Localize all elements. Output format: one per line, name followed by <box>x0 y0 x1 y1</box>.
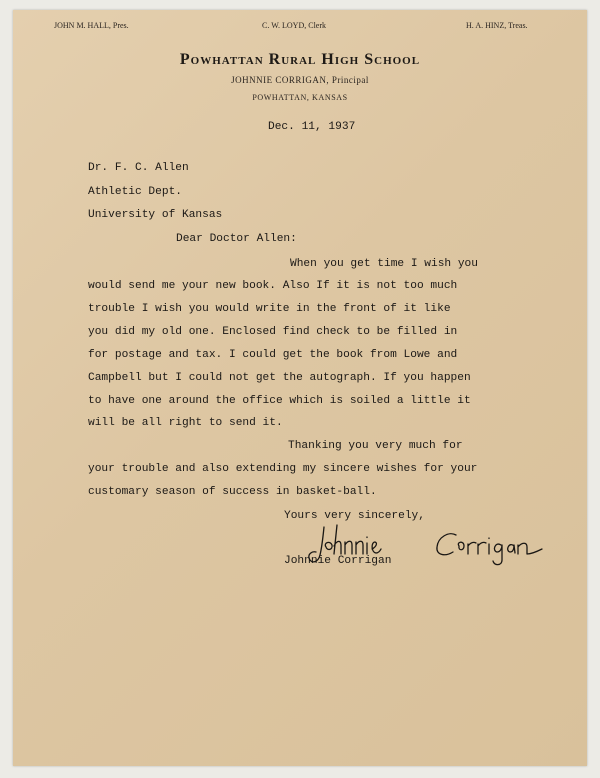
body-line: you did my old one. Enclosed find check to be filled in <box>88 326 458 338</box>
body-line: to have one around the office which is soiled a little it <box>88 395 471 407</box>
body-line: for postage and tax. I could get the book from Lowe and <box>88 349 458 361</box>
recipient-department: Athletic Dept. <box>88 186 182 198</box>
school-location: POWHATTAN, KANSAS <box>252 93 348 102</box>
principal-name: JOHNNIE CORRIGAN, Principal <box>231 75 369 85</box>
salutation: Dear Doctor Allen: <box>176 233 297 245</box>
body-line: your trouble and also extending my sincere wishes for your <box>88 463 478 475</box>
treasurer-name: H. A. HINZ, Treas. <box>466 21 528 30</box>
school-name: Powhattan Rural High School <box>179 51 421 68</box>
body-line: would send me your new book. Also If it is not too much <box>88 280 458 292</box>
body-line: When you get time I wish you <box>290 258 478 270</box>
letter-date: Dec. 11, 1937 <box>268 121 356 133</box>
body-line: trouble I wish you would write in the front of it like <box>88 303 451 315</box>
body-line: customary season of success in basket-ball. <box>88 486 377 498</box>
body-line: Campbell but I could not get the autograph. If you happen <box>88 372 471 384</box>
recipient-name: Dr. F. C. Allen <box>88 162 189 174</box>
president-name: JOHN M. HALL, Pres. <box>54 21 129 30</box>
typed-name: Johnnie Corrigan <box>284 555 392 567</box>
closing: Yours very sincerely, <box>284 510 425 522</box>
clerk-name: C. W. LOYD, Clerk <box>262 21 326 30</box>
recipient-institution: University of Kansas <box>88 209 223 221</box>
body-line: will be all right to send it. <box>88 417 283 429</box>
body-line: Thanking you very much for <box>288 440 463 452</box>
